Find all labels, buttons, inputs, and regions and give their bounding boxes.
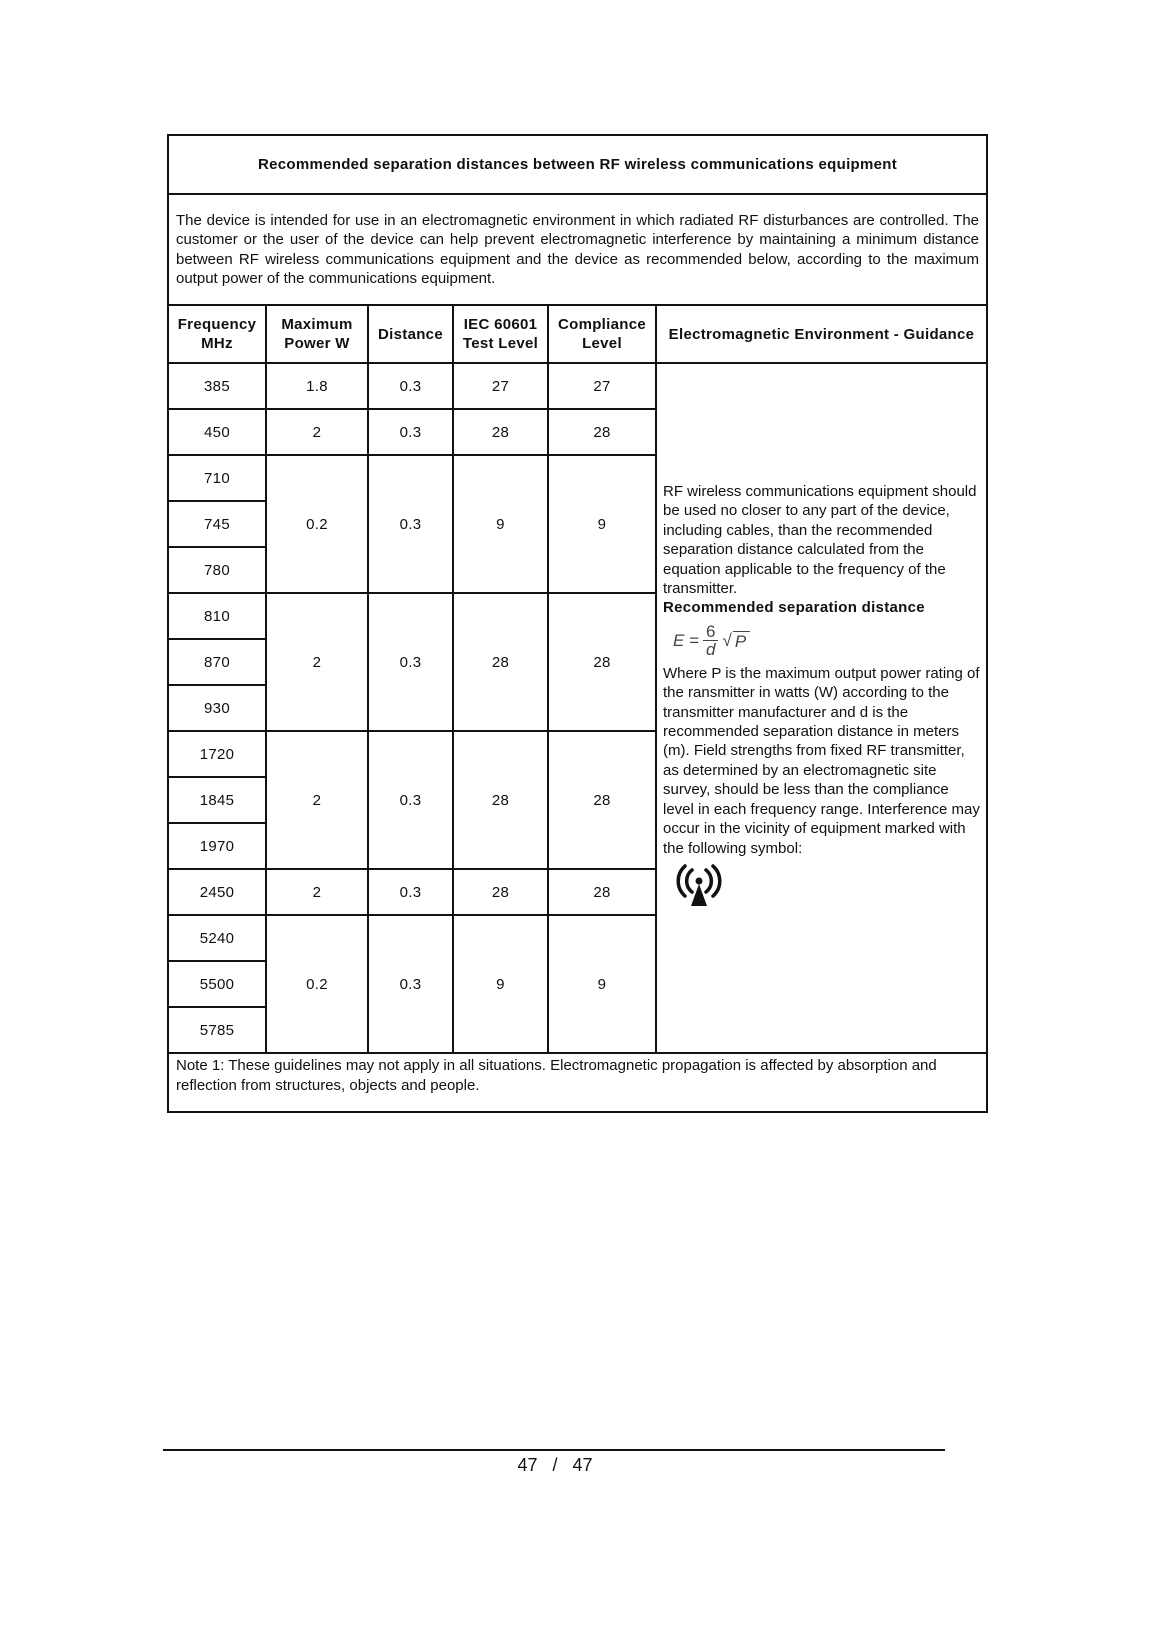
table-intro: The device is intended for use in an electromagnetic environment in which radiated RF disturbances are controlled. The customer or the user of the device can help prevent electromagnetic interference by maintaining a minimum distance between RF wireless communications equipment and the device as recommended below, according to the maximum output power of the communications equipment.	[168, 194, 987, 305]
rf-separation-table	[167, 134, 988, 1113]
compliance-cell: 27	[548, 363, 656, 409]
frequency-cell: 5500	[168, 961, 266, 1007]
header-frequency: Frequency MHz	[168, 305, 266, 363]
frequency-cell: 385	[168, 363, 266, 409]
compliance-cell: 9	[548, 915, 656, 1053]
distance-cell: 0.3	[368, 363, 453, 409]
header-row	[168, 305, 987, 363]
header-distance: Distance	[368, 305, 453, 363]
test-level-cell: 9	[453, 455, 548, 593]
distance-cell: 0.3	[368, 869, 453, 915]
power-cell: 0.2	[266, 455, 368, 593]
header-guidance: Electromagnetic Environment - Guidance	[656, 305, 987, 363]
compliance-cell: 28	[548, 409, 656, 455]
power-cell: 2	[266, 731, 368, 869]
frequency-cell: 780	[168, 547, 266, 593]
compliance-cell: 28	[548, 593, 656, 731]
frequency-cell: 930	[168, 685, 266, 731]
distance-cell: 0.3	[368, 409, 453, 455]
compliance-cell: 28	[548, 731, 656, 869]
frequency-cell: 450	[168, 409, 266, 455]
frequency-cell: 1720	[168, 731, 266, 777]
frequency-cell: 810	[168, 593, 266, 639]
guidance-heading: Recommended separation distance	[663, 599, 925, 617]
power-cell: 2	[266, 593, 368, 731]
distance-cell: 0.3	[368, 455, 453, 593]
formula-radicand: P	[733, 631, 750, 651]
distance-cell: 0.3	[368, 915, 453, 1053]
test-level-cell: 28	[453, 731, 548, 869]
header-power: Maximum Power W	[266, 305, 368, 363]
frequency-cell: 710	[168, 455, 266, 501]
guidance-text: RF wireless communications equipment should be used no closer to any part of the device, including cables, than the recommended separation distance calculated from the equation applicable to the frequency of the transmitter.	[663, 483, 977, 598]
frequency-cell: 5240	[168, 915, 266, 961]
power-cell: 1.8	[266, 363, 368, 409]
table-row	[168, 363, 987, 409]
test-level-cell: 27	[453, 363, 548, 409]
separation-formula: E = $\frac{6}{d}$ √ P	[673, 622, 980, 660]
header-test-level: IEC 60601 Test Level	[453, 305, 548, 363]
formula-numerator: 6	[703, 623, 718, 641]
frequency-cell: 1845	[168, 777, 266, 823]
non-ionizing-radiation-icon	[675, 862, 980, 913]
frequency-cell: 1970	[168, 823, 266, 869]
table-title: Recommended separation distances between RF wireless communications equipment	[168, 135, 987, 194]
formula-lhs: E =	[673, 631, 699, 651]
test-level-cell: 28	[453, 869, 548, 915]
footer-divider	[163, 1449, 945, 1451]
test-level-cell: 9	[453, 915, 548, 1053]
header-compliance: Compliance Level	[548, 305, 656, 363]
guidance-cell	[656, 363, 987, 1053]
test-level-cell: 28	[453, 593, 548, 731]
distance-cell: 0.3	[368, 731, 453, 869]
guidance-text-2: Where P is the maximum output power rating of the ransmitter in watts (W) according to the transmitter manufacturer and d is the recommended separation distance in meters (m). Field strengths from fixed RF transmitter, as determined by an electromagnetic site survey, should be less than the compliance level in each frequency range. Interference may occur in the vicinity of equipment marked with the following symbol:	[663, 664, 980, 857]
frequency-cell: 745	[168, 501, 266, 547]
test-level-cell: 28	[453, 409, 548, 455]
page-number: 47 / 47	[517, 1455, 593, 1475]
compliance-cell: 28	[548, 869, 656, 915]
frequency-cell: 870	[168, 639, 266, 685]
distance-cell: 0.3	[368, 593, 453, 731]
compliance-cell: 9	[548, 455, 656, 593]
formula-denominator: d	[706, 640, 716, 660]
power-cell: 2	[266, 869, 368, 915]
power-cell: 2	[266, 409, 368, 455]
table-note: Note 1: These guidelines may not apply in all situations. Electromagnetic propagation is affected by absorption and reflection from structures, objects and people.	[168, 1053, 987, 1112]
power-cell: 0.2	[266, 915, 368, 1053]
frequency-cell: 5785	[168, 1007, 266, 1053]
frequency-cell: 2450	[168, 869, 266, 915]
